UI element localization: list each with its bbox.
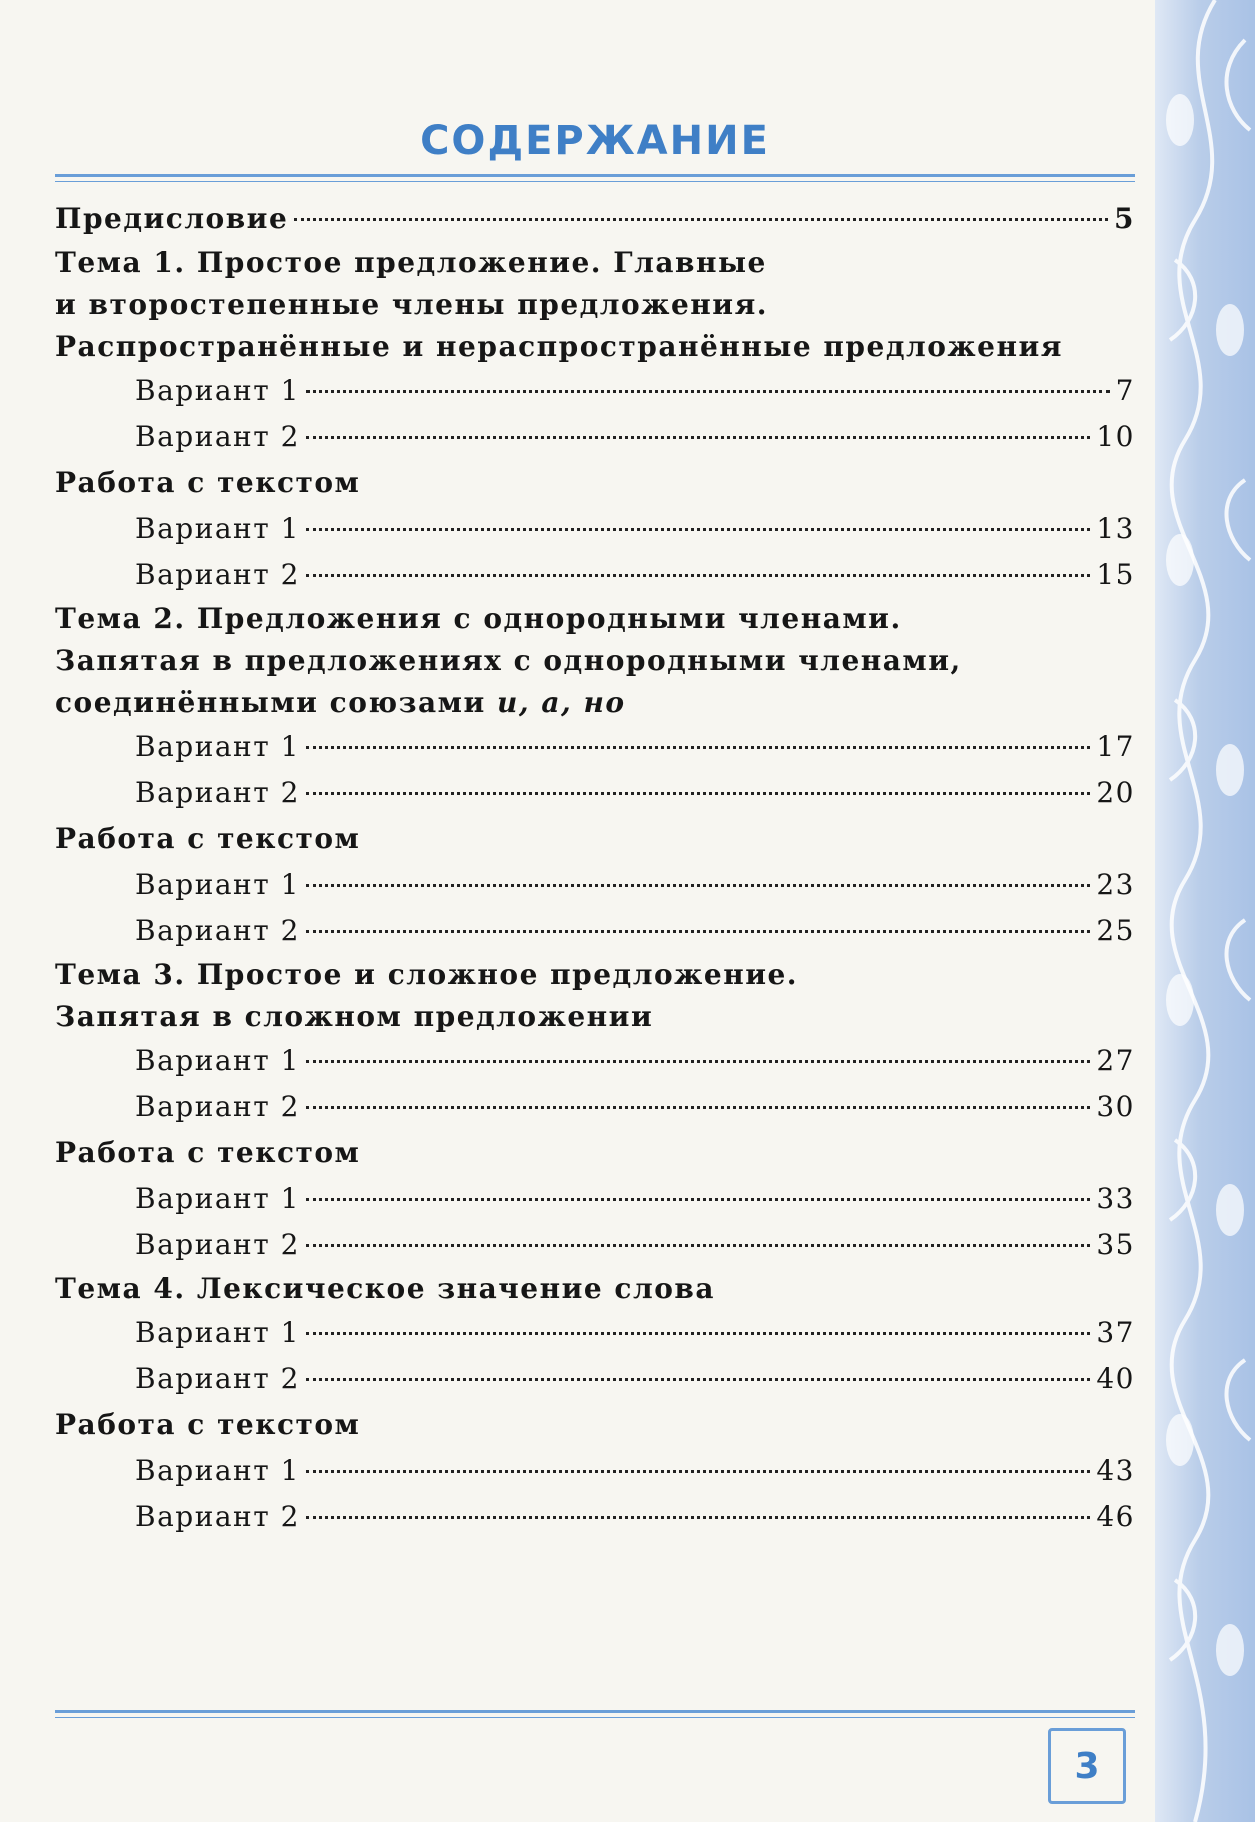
toc-entry-variant[interactable] [55, 908, 1135, 954]
toc-entry-page: 37 [1096, 1316, 1135, 1349]
table-of-contents [55, 118, 1135, 1540]
toc-entry-page: 33 [1096, 1182, 1135, 1215]
topic-title-line: Запятая в сложном предложении [55, 1000, 654, 1033]
dot-leader [306, 1378, 1090, 1381]
toc-entry-label: Вариант 2 [135, 1362, 300, 1395]
topic-title-line: Тема 2. Предложения с однородными членами. [55, 602, 902, 635]
toc-entry-variant[interactable] [55, 724, 1135, 770]
dot-leader [306, 746, 1090, 749]
dot-leader [306, 1106, 1090, 1109]
toc-entry-label: Вариант 2 [135, 1228, 300, 1261]
page-number: 3 [1048, 1728, 1126, 1804]
toc-entry-variant[interactable] [55, 506, 1135, 552]
toc-entry-page: 10 [1096, 420, 1135, 453]
topic-title-line: и второстепенные члены предложения. [55, 288, 769, 321]
toc-entry-variant[interactable] [55, 1222, 1135, 1268]
dot-leader [306, 1060, 1090, 1063]
topic-title-line-with-italic [55, 682, 1135, 724]
toc-topic-3 [55, 954, 1135, 1268]
toc-entry-page: 25 [1096, 914, 1135, 947]
toc-entry-page: 43 [1096, 1454, 1135, 1487]
toc-entry-page: 7 [1115, 374, 1135, 407]
toc-entry-variant[interactable] [55, 414, 1135, 460]
toc-entry-variant[interactable] [55, 368, 1135, 414]
toc-entry-label: Вариант 1 [135, 868, 300, 901]
toc-entry-label: Вариант 2 [135, 914, 300, 947]
toc-entry-label: Вариант 1 [135, 374, 300, 407]
toc-entry-page: 20 [1096, 776, 1135, 809]
topic-title-line: Запятая в предложениях с однородными членами, [55, 644, 962, 677]
toc-entry-page: 23 [1096, 868, 1135, 901]
toc-topic-2 [55, 598, 1135, 954]
toc-entry-variant[interactable] [55, 770, 1135, 816]
topic-title-line: Распространённые и нераспространённые предложения [55, 330, 1063, 363]
toc-entry-label: Вариант 2 [135, 1500, 300, 1533]
toc-entry-variant[interactable] [55, 1038, 1135, 1084]
toc-entry-label: Вариант 2 [135, 1090, 300, 1123]
toc-entry-label: Вариант 1 [135, 1454, 300, 1487]
floral-ornament-icon [1155, 0, 1255, 1822]
dot-leader [306, 574, 1090, 577]
toc-entry-variant[interactable] [55, 1448, 1135, 1494]
toc-entry-page: 35 [1096, 1228, 1135, 1261]
dot-leader [306, 884, 1090, 887]
toc-entry-label: Вариант 2 [135, 776, 300, 809]
toc-entry-variant[interactable] [55, 1494, 1135, 1540]
work-with-text-title: Работа с текстом [55, 822, 361, 855]
toc-entry-label: Вариант 2 [135, 558, 300, 591]
toc-entry-variant[interactable] [55, 862, 1135, 908]
toc-entry-variant[interactable] [55, 552, 1135, 598]
toc-entry-page: 13 [1096, 512, 1135, 545]
toc-topic-1 [55, 242, 1135, 598]
toc-entry-label: Предисловие [55, 202, 289, 235]
dot-leader [294, 218, 1108, 221]
dot-leader [306, 1332, 1090, 1335]
dot-leader [306, 1516, 1090, 1519]
dot-leader [306, 1198, 1090, 1201]
toc-entry-page: 46 [1096, 1500, 1135, 1533]
decorative-border [1155, 0, 1255, 1822]
dot-leader [306, 1470, 1090, 1473]
toc-entry-label: Вариант 2 [135, 420, 300, 453]
header-rule [55, 174, 1135, 182]
toc-entry-page: 27 [1096, 1044, 1135, 1077]
footer-rule [55, 1710, 1135, 1718]
toc-entry-label: Вариант 1 [135, 1182, 300, 1215]
toc-entry-label: Вариант 1 [135, 730, 300, 763]
work-with-text-title: Работа с текстом [55, 466, 361, 499]
topic-title-text: соединёнными союзами [55, 686, 486, 719]
page-title: СОДЕРЖАНИЕ [420, 118, 770, 164]
toc-entry-page: 15 [1096, 558, 1135, 591]
toc-entry-label: Вариант 1 [135, 1044, 300, 1077]
dot-leader [306, 436, 1090, 439]
topic-title-italic: и, а, но [496, 686, 626, 719]
toc-entry-page: 17 [1096, 730, 1135, 763]
dot-leader [306, 390, 1110, 393]
work-with-text-title: Работа с текстом [55, 1136, 361, 1169]
dot-leader [306, 528, 1090, 531]
topic-title-line: Тема 1. Простое предложение. Главные [55, 246, 767, 279]
dot-leader [306, 792, 1090, 795]
toc-entry-label: Вариант 1 [135, 512, 300, 545]
toc-entry-page: 5 [1114, 202, 1135, 235]
dot-leader [306, 1244, 1090, 1247]
toc-entry-page: 40 [1096, 1362, 1135, 1395]
toc-entry-label: Вариант 1 [135, 1316, 300, 1349]
work-with-text-title: Работа с текстом [55, 1408, 361, 1441]
toc-entry-variant[interactable] [55, 1176, 1135, 1222]
toc-entry-variant[interactable] [55, 1310, 1135, 1356]
toc-entry-variant[interactable] [55, 1356, 1135, 1402]
topic-title-line: Тема 3. Простое и сложное предложение. [55, 958, 799, 991]
toc-entry-variant[interactable] [55, 1084, 1135, 1130]
dot-leader [306, 930, 1090, 933]
toc-entry-page: 30 [1096, 1090, 1135, 1123]
topic-title-line: Тема 4. Лексическое значение слова [55, 1272, 715, 1305]
toc-entry-preface[interactable] [55, 196, 1135, 242]
toc-topic-4 [55, 1268, 1135, 1540]
